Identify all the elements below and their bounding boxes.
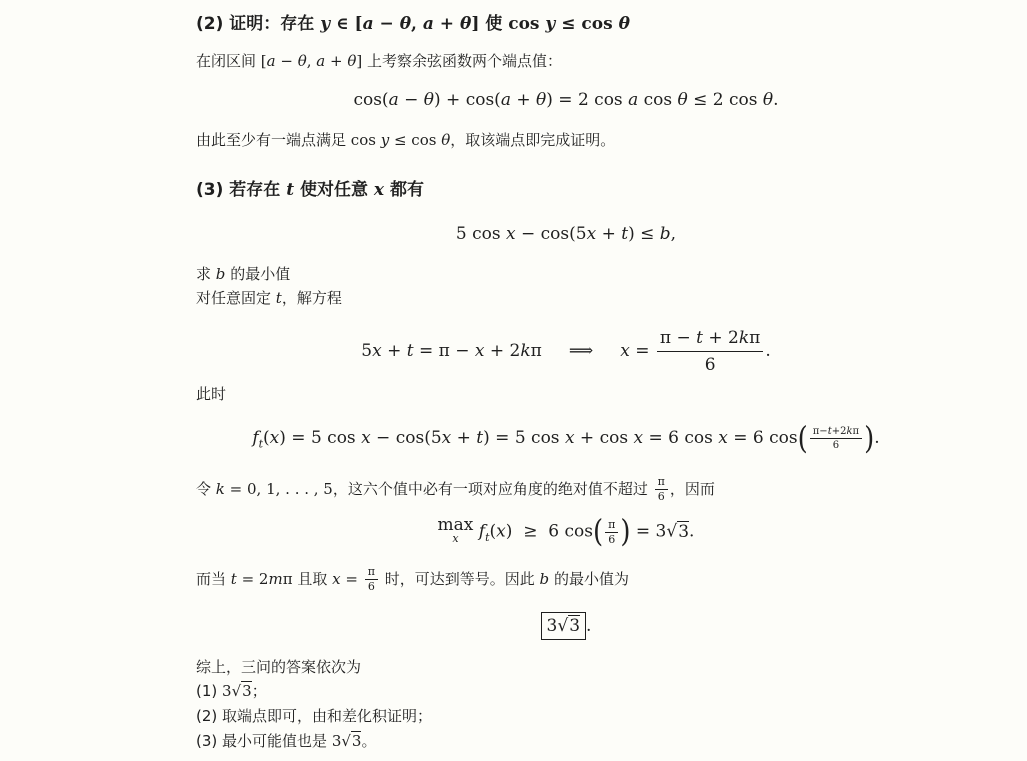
part3-fix: 对任意固定 t，解方程 bbox=[196, 289, 342, 307]
fraction-angle: $\frac{\pi-t+2k\pi}{6}$ bbox=[810, 426, 862, 451]
equation-max: max x $f_t(x) \ge 6$ cos( $\frac{\pi}{6}$ ) = 3√3. bbox=[437, 514, 695, 550]
summary-item-3: (3) 最小可能值也是 3√3。 bbox=[196, 732, 377, 750]
summary-item-1: (1) 3√3； bbox=[196, 682, 267, 700]
equation-solve-x: 5x + t = π − x + 2kπ ⟹ x = $\frac{\pi - t + 2k\pi}{6}$ . bbox=[361, 328, 771, 375]
equation-inequality: 5 cos x − cos(5x + t) ≤ b, bbox=[455, 224, 677, 244]
part2-conclusion: 由此至少有一端点满足 cos y ≤ cos θ，取该端点即完成证明。 bbox=[196, 131, 616, 149]
answer-box: 3√3 bbox=[541, 612, 586, 640]
equation-ft: $f_t(x) = 5$ cos x − cos(5x + t) = 5 cos x + cos x = 6 cos x = 6 cos( $\frac{\pi-t+2k\pi}{6}$ ). bbox=[252, 420, 880, 457]
fraction-x-solution: $\frac{\pi - t + 2k\pi}{6}$ bbox=[657, 326, 763, 377]
answer-boxed: 3√3 . bbox=[196, 612, 936, 640]
equation-endpoint-sum: cos(a − θ) + cos(a + θ) = 2 cos a cos θ ≤ 2 cos θ. bbox=[353, 90, 779, 110]
part3-now: 此时 bbox=[196, 385, 227, 403]
part3-ask: 求 b 的最小值 bbox=[196, 265, 291, 283]
part3-k-range: 令 k = 0, 1, . . . , 5，这六个值中必有一项对应角度的绝对值不超过 $\frac{\pi}{6}$ ，因而 bbox=[196, 475, 715, 503]
summary-title: 综上，三问的答案依次为 bbox=[196, 658, 362, 676]
part3-equality: 而当 t = 2mπ 且取 x = $\frac{\pi}{6}$ 时，可达到等号。因此 b 的最小值为 bbox=[196, 565, 629, 593]
fraction-pi-over-6-c: $\frac{\pi}{6}$ bbox=[365, 566, 378, 593]
part3-heading: (3) 若存在 t 使对任意 x 都有 bbox=[196, 180, 424, 200]
part2-heading: (2) 证明：存在 y ∈ [a − θ, a + θ] 使 cos y ≤ cos θ bbox=[196, 14, 630, 34]
summary-item-2: (2) 取端点即可，由和差化积证明； bbox=[196, 707, 433, 725]
part2-intro: 在闭区间 [a − θ, a + θ] 上考察余弦函数两个端点值： bbox=[196, 52, 563, 70]
fraction-pi-over-6: $\frac{\pi}{6}$ bbox=[655, 476, 668, 503]
fraction-pi-over-6-b: $\frac{\pi}{6}$ bbox=[605, 519, 618, 546]
max-operator: max x bbox=[437, 515, 474, 545]
